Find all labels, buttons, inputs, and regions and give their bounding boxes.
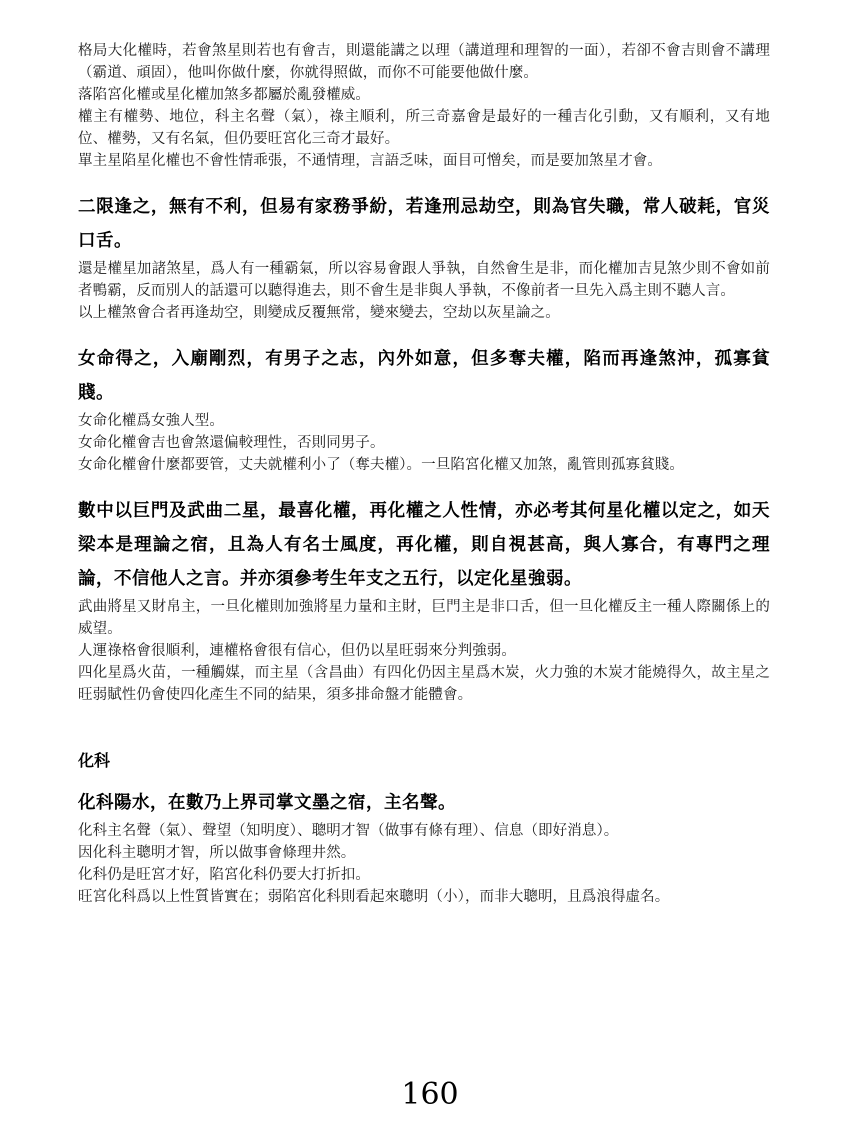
paragraph: 四化星爲火苗，一種觸媒，而主星（含昌曲）有四化仍因主星爲木炭，火力強的木炭才能燒得久，故主星之旺弱賦性仍會使四化產生不同的結果，須多排命盤才能體會。 bbox=[78, 665, 770, 703]
paragraph: 女命化權會什麼都要管，丈夫就權利小了（奪夫權）。一旦陷宮化權又加煞，亂管則孤寡貧賤。 bbox=[78, 457, 684, 473]
section-heading: 二限逢之，無有不利，但易有家務爭紛，若逢刑忌劫空，則為官失職，常人破耗，官災口舌。 bbox=[78, 197, 770, 251]
section-heading: 女命得之，入廟剛烈，有男子之志，內外如意，但多奪夫權，陷而再逢煞沖，孤寡貧賤。 bbox=[78, 349, 770, 403]
section-heading: 化科陽水，在數乃上界司掌文墨之宿，主名聲。 bbox=[78, 793, 456, 813]
spacer bbox=[78, 172, 770, 190]
paragraph: 格局大化權時，若會煞星則若也有會吉，則還能講之以理（講道理和理智的一面），若卻不會吉則會不講理（霸道、頑固），他叫你做什麼，你就得照做，而你不可能要他做什麼。 bbox=[78, 43, 770, 81]
section-heading: 數中以巨門及武曲二星，最喜化權，再化權之人性情，亦必考其何星化權以定之，如天梁本是理論之宿，且為人有名士風度，再化權，則自視甚高，與人寡合，有專門之理論，不信他人之言。并亦須參考生年支之五行，以定化星強弱。 bbox=[78, 501, 770, 589]
spacer bbox=[78, 706, 770, 748]
page-number: 160 bbox=[401, 1077, 459, 1112]
paragraph: 以上權煞會合者再逢劫空，則變成反覆無常，變來變去，空劫以灰星論之。 bbox=[78, 305, 560, 321]
paragraph: 化科主名聲（氣）、聲望（知明度）、聰明才智（做事有條有理）、信息（即好消息）。 bbox=[78, 823, 619, 839]
paragraph: 化科仍是旺宮才好，陷宮化科仍要大打折扣。 bbox=[78, 867, 370, 883]
paragraph: 女命化權會吉也會煞還偏較理性，否則同男子。 bbox=[78, 435, 385, 451]
paragraph: 權主有權勢、地位，科主名聲（氣），祿主順利，所三奇嘉會是最好的一種吉化引動，又有順利，又有地位、權勢，又有名氣，但仍要旺宮化三奇才最好。 bbox=[78, 109, 770, 147]
spacer bbox=[78, 476, 770, 494]
document-page bbox=[78, 40, 770, 908]
paragraph: 還是權星加諸煞星，爲人有一種霸氣，所以容易會跟人爭執，自然會生是非，而化權加吉見煞少則不會如前者鴨霸，反而別人的話還可以聽得進去，則不會生是非與人爭執，不像前者一旦先入爲主則不聽人言。 bbox=[78, 261, 770, 299]
spacer bbox=[78, 324, 770, 342]
chapter-heading: 化科 bbox=[78, 751, 111, 770]
paragraph: 單主星陷星化權也不會性情乖張，不通情理，言語乏味，面目可憎矣，而是要加煞星才會。 bbox=[78, 153, 662, 169]
spacer bbox=[78, 774, 770, 786]
paragraph: 女命化權爲女強人型。 bbox=[78, 413, 224, 429]
paragraph: 落陷宮化權或星化權加煞多都屬於亂發權威。 bbox=[78, 87, 370, 103]
paragraph: 人運祿格會很順利，連權格會很有信心，但仍以星旺弱來分判強弱。 bbox=[78, 643, 516, 659]
paragraph: 武曲將星又財帛主，一旦化權則加強將星力量和主財，巨門主是非口舌，但一旦化權反主一種人際關係上的威望。 bbox=[78, 599, 770, 637]
paragraph: 旺宮化科爲以上性質皆實在；弱陷宮化科則看起來聰明（小），而非大聰明，且爲浪得虛名。 bbox=[78, 889, 670, 905]
paragraph: 因化科主聰明才智，所以做事會條理井然。 bbox=[78, 845, 356, 861]
